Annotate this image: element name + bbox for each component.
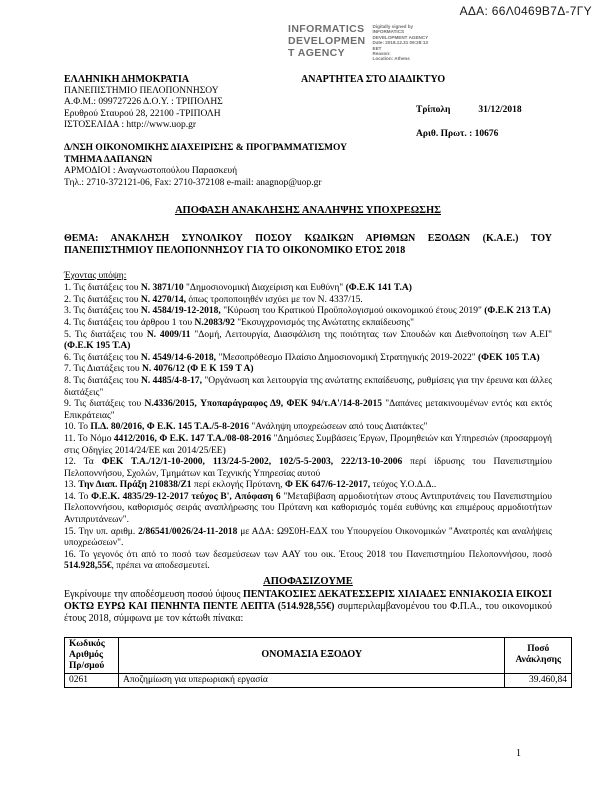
anartitea-label: ΑΝΑΡΤΗΤΕΑ ΣΤΟ ΔΙΑΔΙΚΤΥΟ (301, 74, 446, 85)
signature-detail-line: Digitally signed by (372, 24, 414, 29)
signature-detail-line: Date: 2018.12.31 09:28:13 (372, 40, 428, 46)
legal-basis-item: 1. Τις διατάξεις του Ν. 3871/10 "Δημοσιονομική Διαχείριση και Ευθύνη" (Φ.Ε.Κ 141 Τ.Α) (64, 283, 412, 294)
organization-line: ΠΑΝΕΠΙΣΤΗΜΙΟ ΠΕΛΟΠΟΝΝΗΣΟΥ (64, 85, 219, 96)
expense-code: 0261 (65, 673, 119, 688)
contact-line: ΑΡΜΟΔΙΟΙ : Αναγνωστοπούλου Παρασκευή (64, 166, 238, 177)
legal-basis-item: 6. Τις διατάξεις του Ν. 4549/14-6-2018, "Μεσοπρόθεσμο Πλαίσιο Δημοσιονομική Στρατηγικής 2019-2022" (ΦΕΚ 105 Τ.Α) (64, 352, 540, 363)
legal-basis-item: 11. Το Νόμο 4412/2016, Φ Ε.Κ. 147 Τ.Α./08-08-2016 "Δημόσιες Συμβάσεις Έργων, Προμηθειών και Υπηρεσιών (προσαρμογή στις Οδηγίες 2014/24/ΕΕ και 2014/25/ΕΕ) (64, 433, 552, 456)
legal-basis-item: 14. Το Φ.Ε.Κ. 4835/29-12-2017 τεύχος Β', Απόφαση 6 "Μεταβίβαση αρμοδιοτήτων στους Αντιπρυτάνεις του Πανεπιστημίου Πελοποννήσου, καθορισμός σειράς αναπλήρωσης του Πρύτανη και καθορισμός τομέα ευθύνης και επιμέρους αρμοδιοτήτων Αντιπρυτάνεων". (64, 491, 553, 526)
signature-agency-line: DEVELOPMEN (288, 35, 366, 47)
document-body (64, 205, 567, 688)
header-expense-code: Κωδικός Αριθμός Πρ/σμού (65, 637, 119, 673)
legal-basis-item: 2. Τις διατάξεις του Ν. 4270/14, όπως τροποποιηθέν ισχύει με τον Ν. 4337/15. (64, 294, 363, 305)
legal-basis-item: 3. Τις διατάξεις του Ν. 4584/19-12-2018, "Κύρωση του Κρατικού Προϋπολογισμού οικονομικού έτους 2019" (Φ.Ε.Κ 213 Τ.Α) (64, 306, 551, 317)
header-expense-name: ΟΝΟΜΑΣΙΑ ΕΞΟΔΟΥ (119, 637, 505, 673)
signature-detail-line: INFORMATICS (372, 29, 405, 35)
department-line: ΤΜΗΜΑ ΔΑΠΑΝΩΝ (64, 154, 153, 165)
legal-basis-item: 8. Τις διατάξεις του Ν. 4485/4-8-17, "Οργάνωση και λειτουργία της ανώτατης εκπαίδευσης, ρυθμίσεις για την έρευνα και άλλες διατάξεις" (64, 375, 553, 398)
organization-line: ΙΣΤΟΣΕΛΙΔΑ : http://www.uop.gr (64, 120, 196, 131)
page-number: 1 (516, 748, 521, 759)
signature-detail-line: Location: Athens (372, 56, 410, 62)
legal-basis-item: 4. Τις διατάξεις του άρθρου 1 του Ν.2083/92 "Εκσυγχρονισμός της Ανώτατης εκπαίδευσης" (64, 317, 414, 328)
legal-basis-item: 13. Την Διαπ. Πράξη 210838/Ζ1 περί εκλογής Πρύτανη, Φ ΕΚ 647/6-12-2017, τεύχος Υ.Ο.Δ.Δ.. (64, 480, 437, 491)
signature-detail-line: DEVELOPMENT AGENCY (372, 34, 429, 40)
subject-paragraph: ΘΕΜΑ: ΑΝΑΚΛΗΣΗ ΣΥΝΟΛΙΚΟΥ ΠΟΣΟΥ ΚΩΔΙΚΩΝ ΑΡΙΘΜΩΝ ΕΞΟΔΩΝ (Κ.Α.Ε.) ΤΟΥ ΠΑΝΕΠΙΣΤΗΜΙΟΥ ΠΕΛΟΠΟΝΝΗΣΟΥ ΓΙΑ ΤΟ ΟΙΚΟΝΟΜΙΚΟ ΕΤΟΣ 2018 (64, 232, 552, 257)
decision-paragraph: Εγκρίνουμε την αποδέσμευση ποσού ύψους ΠΕΝΤΑΚΟΣΙΕΣ ΔΕΚΑΤΕΣΣΕΡΙΣ ΧΙΛΙΑΔΕΣ ΕΝΝΙΑΚΟΣΙΑ ΕΙΚΟΣΙ ΟΚΤΩ ΕΥΡΩ ΚΑΙ ΠΕΝΗΝΤΑ ΠΕΝΤΕ ΛΕΠΤΑ (514.928,55€) συμπεριλαμβανομένου του Φ.Π.Α., του οικονομικού έτους 2018, σύμφωνα με τον κάτωθι πίνακα: (64, 588, 553, 624)
document-date: 31/12/2018 (478, 105, 522, 115)
legal-basis-item: 12. Τα ΦΕΚ Τ.Α./12/1-10-2000, 113/24-5-2002, 102/5-5-2003, 222/13-10-2006 περί ίδρυσης του Πανεπιστημίου Πελοποννήσου, Σχολών, Τμημάτων και Τεχνικής Υπηρεσίας αυτού (64, 457, 552, 479)
contact-block (64, 166, 572, 189)
having-regard-heading: Έχοντας υπόψη: (64, 270, 127, 281)
signature-detail-line: EET (372, 45, 382, 51)
protocol-number: Αριθ. Πρωτ. : 10676 (416, 129, 499, 139)
department-line: Δ/ΝΣΗ ΟΙΚΟΝΟΜΙΚΗΣ ΔΙΑΧΕΙΡΙΣΗΣ & ΠΡΟΓΡΑΜΜΑΤΙΣΜΟΥ (64, 142, 348, 153)
organization-line: Α.Φ.Μ.: 099727226 Δ.Ο.Υ. : ΤΡΙΠΟΛΗΣ (64, 97, 223, 108)
expense-table (64, 637, 572, 689)
city-date (416, 105, 522, 117)
signature-details (373, 23, 429, 62)
legal-basis-item: 9. Τις διατάξεις του Ν.4336/2015, Υποπαράγραφος Δ9, ΦΕΚ 94/τ.Α'/14-8-2015 "Δαπάνες μετακινουμένων εντός και εκτός Επικράτειας" (64, 399, 553, 421)
document-title: ΑΠΟΦΑΣΗ ΑΝΑΚΛΗΣΗΣ ΑΝΑΛΗΨΗΣ ΥΠΟΧΡΕΩΣΗΣ (174, 205, 442, 216)
legal-basis-list (64, 283, 552, 573)
document-header (64, 74, 572, 189)
legal-basis-item: 10. Το Π.Δ. 80/2016, Φ Ε.Κ. 145 Τ.Α./5-8-2016 "Ανάληψη υποχρεώσεων από τους Διατάκτες" (64, 422, 428, 433)
expense-table-body (65, 673, 572, 688)
decision-heading: ΑΠΟΦΑΣΙΖΟΥΜΕ (263, 576, 353, 588)
contact-line: Τηλ.: 2710-372121-06, Fax: 2710-372108 e-mail: anagnop@uop.gr (64, 177, 322, 188)
digital-signature-stamp (288, 23, 428, 62)
legal-basis-item: 15. Την υπ. αριθμ. 2/86541/0026/24-11-2018 με ΑΔΑ: Ω9Σ0Η-ΕΔΧ του Υπουργείου Οικονομικών "Ανατροπές και αναλήψεις υποχρεώσεων". (64, 526, 552, 549)
legal-basis-item: 5. Τις διατάξεις του Ν. 4009/11 "Δομή, Λειτουργία, Διασφάλιση της ποιότητας των Σπουδών και Διεθνοποίηση των Α.ΕΙ" (Φ.Ε.Κ 195 Τ.Α) (64, 329, 552, 352)
legal-basis-item: 7. Τις Διατάξεις του Ν. 4076/12 (Φ Ε Κ 159 Τ Α) (64, 364, 254, 375)
city-label: Τρίπολη (416, 105, 451, 115)
ada-code: ΑΔΑ: 66Λ0469Β7Δ-7ΓΥ (459, 4, 592, 18)
revocation-amount: 39.460,84 (505, 673, 572, 688)
signature-agency-name (288, 23, 366, 62)
department-block (64, 143, 572, 166)
signature-agency-line: INFORMATICS (288, 23, 365, 35)
signature-agency-line: T AGENCY (288, 47, 346, 59)
legal-basis-item: 16. Το γεγονός ότι από το ποσό των δεσμεύσεων των ΑΑΥ του οικ. Έτους 2018 του Πανεπιστημίου Πελοποννήσου, ποσό 514.928,55€, πρέπει να αποδεσμευτεί. (64, 549, 552, 572)
header-revocation-amount: Ποσό Ανάκλησης (505, 637, 572, 673)
republic-heading: ΕΛΛΗΝΙΚΗ ΔΗΜΟΚΡΑΤΙΑ (64, 74, 190, 85)
signature-detail-line: Reason: (372, 51, 391, 57)
table-row (65, 673, 572, 688)
table-header-row (65, 637, 572, 673)
expense-name: Αποζημίωση για υπερωριακή εργασία (119, 673, 505, 688)
organization-line: Ερυθρού Σταυρού 28, 22100 -ΤΡΙΠΟΛΗ (64, 108, 221, 119)
